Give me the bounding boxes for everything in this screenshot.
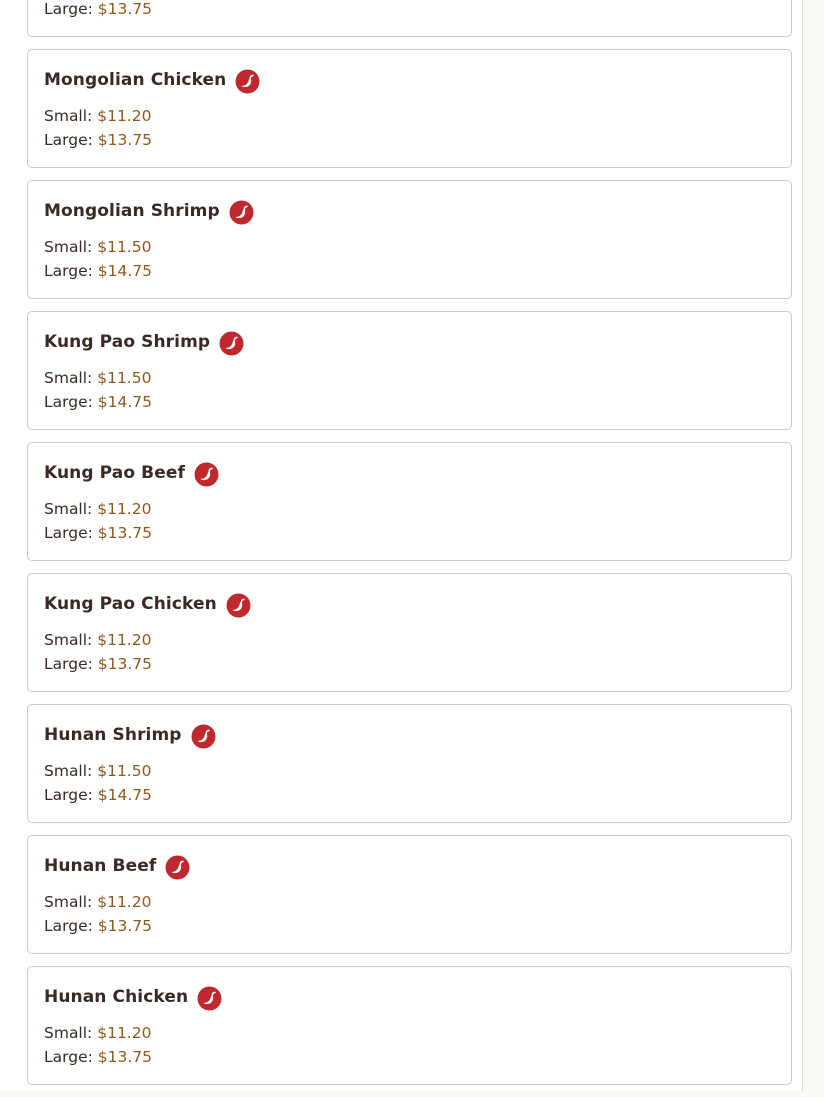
price-small <box>44 628 775 652</box>
price-block <box>44 497 775 545</box>
price-large <box>44 652 775 676</box>
price-block <box>44 890 775 938</box>
size-label-large: Large: <box>44 524 93 542</box>
price-amount-large: $13.75 <box>97 524 153 542</box>
size-label-large: Large: <box>44 131 93 149</box>
menu-item-card <box>27 442 792 561</box>
menu-item-header <box>44 66 775 94</box>
price-block <box>44 628 775 676</box>
price-amount-small: $11.20 <box>97 1024 152 1042</box>
price-block <box>44 235 775 283</box>
price-small <box>44 235 775 259</box>
size-label-large: Large: <box>44 786 93 804</box>
chili-pepper-icon-graphic <box>229 200 254 225</box>
price-amount-large: $13.75 <box>97 917 153 935</box>
size-label-small: Small: <box>44 631 93 649</box>
price-small <box>44 366 775 390</box>
price-amount-large: $14.75 <box>97 393 153 411</box>
menu-item-card <box>27 966 792 1085</box>
price-large <box>44 521 775 545</box>
price-amount-small: $11.50 <box>97 369 152 387</box>
size-label-small: Small: <box>44 238 93 256</box>
chili-pepper-icon <box>191 724 216 749</box>
price-amount-small: $11.50 <box>97 762 152 780</box>
chili-pepper-icon-graphic <box>197 986 222 1011</box>
price-amount-large: $14.75 <box>97 786 153 804</box>
size-label-small: Small: <box>44 107 93 125</box>
chili-pepper-icon <box>197 986 222 1011</box>
price-large <box>44 1045 775 1069</box>
size-label-small: Small: <box>44 500 93 518</box>
price-small <box>44 759 775 783</box>
chili-pepper-icon <box>219 331 244 356</box>
chili-pepper-icon-graphic <box>219 331 244 356</box>
menu-item-header <box>44 328 775 356</box>
menu-item-header <box>44 721 775 749</box>
menu-item-name: Mongolian Shrimp <box>44 201 220 221</box>
chili-pepper-icon <box>226 593 251 618</box>
price-amount-small: $11.20 <box>97 893 152 911</box>
chili-pepper-icon-graphic <box>194 462 219 487</box>
price-large <box>44 783 775 807</box>
menu-item-name: Mongolian Chicken <box>44 70 227 90</box>
price-block <box>44 366 775 414</box>
menu-item-name: Hunan Beef <box>44 856 157 876</box>
chili-pepper-icon-graphic <box>226 593 251 618</box>
price-amount-large: $13.75 <box>97 0 153 18</box>
menu-item-name: Kung Pao Chicken <box>44 594 217 614</box>
chili-pepper-icon <box>194 462 219 487</box>
price-amount-large: $14.75 <box>97 262 153 280</box>
menu-item-header <box>44 852 775 880</box>
size-label-large: Large: <box>44 655 93 673</box>
chili-pepper-icon <box>229 200 254 225</box>
size-label-small: Small: <box>44 893 93 911</box>
price-small <box>44 890 775 914</box>
menu-item-header <box>44 197 775 225</box>
price-block <box>44 759 775 807</box>
menu-item-list <box>27 0 792 1097</box>
price-block <box>44 0 775 21</box>
price-large <box>44 128 775 152</box>
size-label-large: Large: <box>44 917 93 935</box>
chili-pepper-icon-graphic <box>191 724 216 749</box>
chili-pepper-icon <box>165 855 190 880</box>
menu-item-name: Kung Pao Beef <box>44 463 185 483</box>
price-large <box>44 0 775 21</box>
price-amount-large: $13.75 <box>97 655 153 673</box>
size-label-large: Large: <box>44 262 93 280</box>
size-label-small: Small: <box>44 1024 93 1042</box>
price-small <box>44 497 775 521</box>
menu-item-card <box>27 311 792 430</box>
size-label-large: Large: <box>44 393 93 411</box>
price-large <box>44 914 775 938</box>
size-label-large: Large: <box>44 0 93 18</box>
chili-pepper-icon-graphic <box>165 855 190 880</box>
price-amount-small: $11.20 <box>97 107 152 125</box>
price-large <box>44 390 775 414</box>
menu-item-card <box>27 0 792 37</box>
price-amount-large: $13.75 <box>97 131 153 149</box>
menu-item-header <box>44 590 775 618</box>
menu-item-name: Kung Pao Shrimp <box>44 332 211 352</box>
price-large <box>44 259 775 283</box>
menu-item-name: Hunan Shrimp <box>44 725 182 745</box>
menu-item-card <box>27 180 792 299</box>
price-small <box>44 104 775 128</box>
menu-item-card <box>27 573 792 692</box>
price-small <box>44 1021 775 1045</box>
price-amount-small: $11.50 <box>97 238 152 256</box>
chili-pepper-icon <box>235 69 260 94</box>
size-label-large: Large: <box>44 1048 93 1066</box>
menu-item-header <box>44 459 775 487</box>
size-label-small: Small: <box>44 762 93 780</box>
menu-item-name: Hunan Chicken <box>44 987 189 1007</box>
price-amount-large: $13.75 <box>97 1048 153 1066</box>
price-amount-small: $11.20 <box>97 631 152 649</box>
menu-item-card <box>27 49 792 168</box>
size-label-small: Small: <box>44 369 93 387</box>
menu-item-card <box>27 704 792 823</box>
chili-pepper-icon-graphic <box>235 69 260 94</box>
menu-item-card <box>27 835 792 954</box>
price-amount-small: $11.20 <box>97 500 152 518</box>
price-block <box>44 104 775 152</box>
price-block <box>44 1021 775 1069</box>
menu-item-header <box>44 983 775 1011</box>
